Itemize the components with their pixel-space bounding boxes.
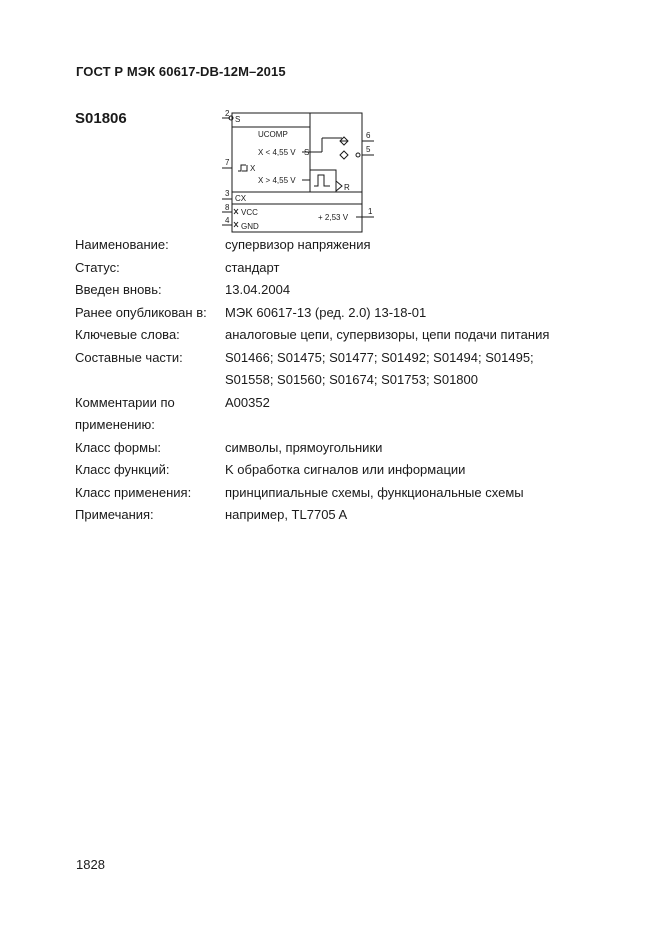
cond-low-label: X < 4,55 V xyxy=(258,148,296,157)
pin-4-label: 4 xyxy=(225,216,230,225)
hysteresis-icon xyxy=(238,165,246,171)
field-label: Комментарии по xyxy=(75,394,175,410)
field-label: Составные части: xyxy=(75,349,183,365)
input-vcc-label: VCC xyxy=(241,208,258,217)
field-row xyxy=(75,257,555,280)
symbol-code: S01806 xyxy=(75,110,127,127)
pin-7-label: 7 xyxy=(225,158,230,167)
field-value: стандарт xyxy=(225,259,280,275)
field-value: символы, прямоугольники xyxy=(225,439,383,455)
pin-3-label: 3 xyxy=(225,189,230,198)
field-row xyxy=(75,279,555,302)
symbol-properties-table xyxy=(75,234,555,527)
field-row xyxy=(75,459,555,482)
field-value: K обработка сигналов или информации xyxy=(225,462,466,477)
field-value: A00352 xyxy=(225,394,270,410)
input-cx-label: CX xyxy=(235,194,247,203)
field-value: например, TL7705 A xyxy=(225,507,348,522)
pin-6-label: 6 xyxy=(366,131,371,140)
field-row xyxy=(75,437,555,460)
pin-5-negation xyxy=(356,153,360,157)
cond-high-label: X > 4,55 V xyxy=(258,176,296,185)
field-label: применению: xyxy=(75,417,155,432)
pin-2-label: 2 xyxy=(225,109,230,118)
field-value: МЭК 60617-13 (ред. 2.0) 13-18-01 xyxy=(225,304,427,320)
input-x-label: X xyxy=(250,164,256,173)
field-label: Статус: xyxy=(75,259,120,275)
input-s-label: S xyxy=(235,115,241,124)
field-value: аналоговые цепи, супервизоры, цепи подачи питания xyxy=(225,327,550,342)
field-row xyxy=(75,392,555,415)
field-label: Класс функций: xyxy=(75,462,170,477)
document-header: ГОСТ Р МЭК 60617-DB-12M–2015 xyxy=(76,64,286,79)
field-row xyxy=(75,347,555,370)
field-row xyxy=(75,324,555,347)
field-row xyxy=(75,234,555,257)
output-r-label: R xyxy=(344,183,350,192)
field-value: супервизор напряжения xyxy=(225,237,371,252)
field-row xyxy=(75,482,555,505)
field-value xyxy=(225,414,555,437)
field-label xyxy=(75,369,225,392)
field-label: Наименование: xyxy=(75,237,169,252)
ucomp-label: UCOMP xyxy=(258,130,288,139)
field-value: S01558; S01560; S01674; S01753; S01800 xyxy=(225,372,478,387)
field-label: Класс формы: xyxy=(75,439,162,455)
pin-1-label: 1 xyxy=(368,207,373,216)
field-row xyxy=(75,504,555,527)
ref-voltage-label: + 2,53 V xyxy=(318,213,349,222)
field-label: Ключевые слова: xyxy=(75,327,180,342)
field-label: Введен вновь: xyxy=(75,282,162,297)
page-number: 1828 xyxy=(76,857,105,872)
field-value: принципиальные схемы, функциональные схемы xyxy=(225,484,524,500)
field-label: Ранее опубликован в: xyxy=(75,304,207,320)
open-collector-5-icon xyxy=(340,151,348,159)
field-row xyxy=(75,369,555,392)
pin-5-label: 5 xyxy=(366,145,371,154)
pin-8-label: 8 xyxy=(225,203,230,212)
field-value: S01466; S01475; S01477; S01492; S01494; S01495; xyxy=(225,349,534,365)
field-label: Примечания: xyxy=(75,507,154,522)
input-gnd-label: GND xyxy=(241,222,259,231)
output-s-label: S xyxy=(304,148,310,157)
field-row xyxy=(75,414,555,437)
supervisor-symbol-diagram xyxy=(222,108,382,236)
field-label: Класс применения: xyxy=(75,484,192,500)
field-value: 13.04.2004 xyxy=(225,282,291,297)
field-row xyxy=(75,302,555,325)
pulse-icon xyxy=(314,175,330,186)
